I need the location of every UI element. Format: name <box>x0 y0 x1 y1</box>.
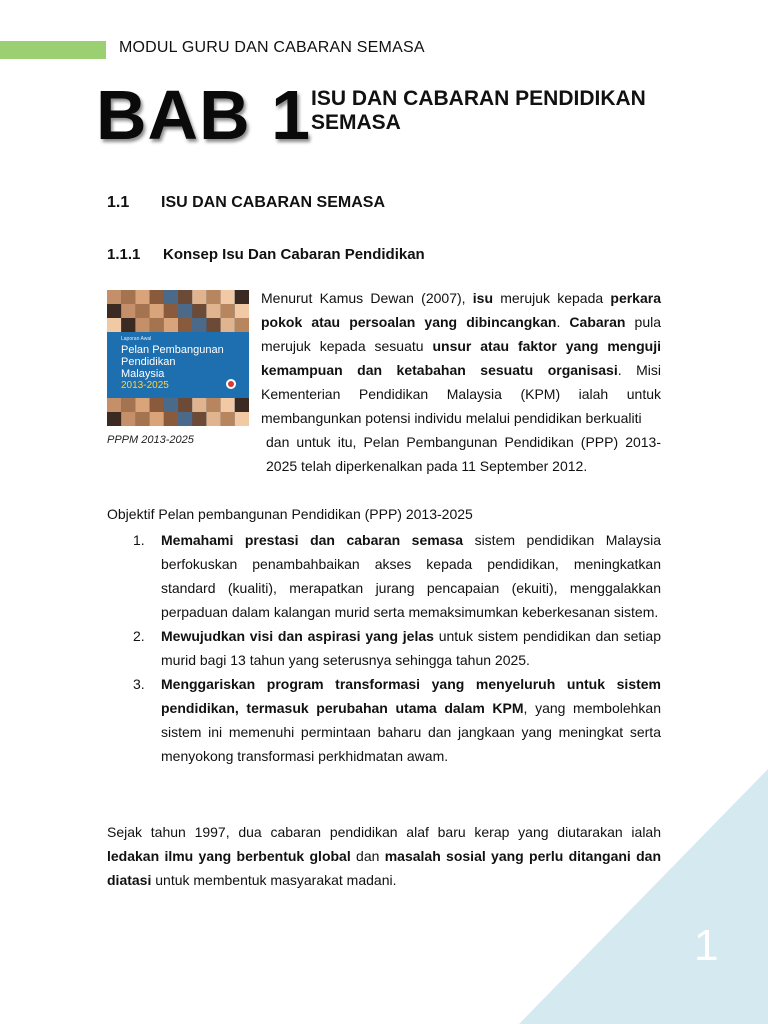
cover-photo-mosaic <box>107 290 249 426</box>
list-item-text <box>161 624 661 672</box>
closing-paragraph <box>107 820 661 892</box>
module-title: MODUL GURU DAN CABARAN SEMASA <box>119 39 425 56</box>
mosaic-tile <box>135 290 149 304</box>
mosaic-tile <box>164 290 178 304</box>
mosaic-tile <box>221 318 235 332</box>
mosaic-tile <box>164 398 178 412</box>
list-item-text <box>161 528 661 624</box>
mosaic-tile <box>107 412 121 426</box>
mosaic-tile <box>150 318 164 332</box>
closing-text-2: dan <box>350 848 385 864</box>
chapter-number: BAB 1 <box>96 76 312 154</box>
list-item <box>107 672 661 768</box>
closing-text-3: untuk membentuk masyarakat madani. <box>151 872 397 888</box>
mosaic-tile <box>107 318 121 332</box>
intro-text-3: . <box>556 314 570 330</box>
list-item-bold: Menggariskan program transformasi yang menyeluruh untuk sistem pendidikan, termasuk perubahan utama dalam KPM <box>161 676 661 716</box>
mosaic-tile <box>192 398 206 412</box>
mosaic-tile <box>192 318 206 332</box>
list-item-rest: sistem pendidikan Malaysia berfokuskan penambahbaikan akses kepada pendidikan, meningkatkan standard (kualiti), merapatkan jurang pencapaian (ekuiti), menggalakkan perpaduan dalam kalangan murid serta memaksimumkan keberkesanan sistem. <box>161 532 661 620</box>
mosaic-tile <box>164 412 178 426</box>
mosaic-tile <box>235 398 249 412</box>
section-heading <box>107 194 385 212</box>
mosaic-tile <box>107 290 121 304</box>
intro-bold-3: Cabaran <box>569 314 626 330</box>
section-number: 1.1 <box>107 194 130 211</box>
list-item <box>107 528 661 624</box>
mosaic-tile <box>135 398 149 412</box>
list-item-text <box>161 672 661 768</box>
mosaic-tile <box>135 412 149 426</box>
pppm-cover-image <box>107 290 249 426</box>
closing-bold-1: ledakan ilmu yang berbentuk global <box>107 848 351 864</box>
intro-text-4: pula merujuk kepada sesuatu <box>261 314 662 354</box>
cover-small-text: Laporan Awal <box>121 336 152 342</box>
mosaic-tile <box>235 304 249 318</box>
mosaic-tile <box>206 290 220 304</box>
mosaic-tile <box>164 318 178 332</box>
closing-text-1: Sejak tahun 1997, dua cabaran pendidikan alaf baru kerap yang diutarakan ialah <box>107 824 661 840</box>
mosaic-tile <box>164 304 178 318</box>
mosaic-tile <box>192 304 206 318</box>
mosaic-tile <box>235 318 249 332</box>
list-item-bold: Memahami prestasi dan cabaran semasa <box>161 532 464 548</box>
objectives-heading: Objektif Pelan pembangunan Pendidikan (PPP) 2013-2025 <box>107 506 473 522</box>
list-item <box>107 624 661 672</box>
mosaic-tile <box>150 290 164 304</box>
mosaic-tile <box>192 290 206 304</box>
header-accent-bar <box>0 41 106 59</box>
intro-text-2: merujuk kepada <box>493 290 611 306</box>
list-item-number: 3. <box>133 676 145 692</box>
mosaic-tile <box>150 304 164 318</box>
mosaic-tile <box>235 412 249 426</box>
mosaic-tile <box>121 412 135 426</box>
chapter-title-line1: ISU DAN CABARAN PENDIDIKAN <box>311 87 646 110</box>
intro-text-5: . Misi Kementerian Pendidikan Malaysia (KPM) ialah untuk membangunkan potensi individu melalui pendidikan berkualiti <box>261 362 661 426</box>
closing-bold-2: masalah sosial yang perlu ditangani dan diatasi <box>107 848 661 888</box>
subsection-heading <box>107 246 425 263</box>
mosaic-tile <box>178 412 192 426</box>
mosaic-tile <box>192 412 206 426</box>
list-item-rest: untuk sistem pendidikan dan setiap murid bagi 13 tahun yang seterusnya sehingga tahun 2025. <box>161 628 661 668</box>
list-item-rest: , yang membolehkan sistem ini memenuhi permintaan baharu dan jangkaan yang meningkat serta menyokong transformasi perkhidmatan awam. <box>161 700 661 764</box>
mosaic-tile <box>221 412 235 426</box>
mosaic-tile <box>121 318 135 332</box>
cover-years: 2013-2025 <box>121 380 169 391</box>
mosaic-tile <box>178 398 192 412</box>
cover-title-line1: Pelan Pembangunan <box>121 344 224 356</box>
list-item-number: 2. <box>133 628 145 644</box>
list-item-number: 1. <box>133 532 145 548</box>
mosaic-tile <box>150 398 164 412</box>
mosaic-tile <box>178 290 192 304</box>
intro-paragraph-tail: dan untuk itu, Pelan Pembangunan Pendidikan (PPP) 2013-2025 telah diperkenalkan pada 11 September 2012. <box>266 434 661 474</box>
mosaic-tile <box>206 412 220 426</box>
mosaic-tile <box>150 412 164 426</box>
mosaic-tile <box>107 398 121 412</box>
cover-title-line3: Malaysia <box>121 368 165 380</box>
intro-paragraph <box>261 286 661 430</box>
mosaic-tile <box>107 304 121 318</box>
mosaic-tile <box>178 304 192 318</box>
subsection-number: 1.1.1 <box>107 246 141 263</box>
intro-bold-1: isu <box>472 290 493 306</box>
mosaic-tile <box>221 304 235 318</box>
mosaic-tile <box>206 318 220 332</box>
mosaic-tile <box>206 304 220 318</box>
intro-bold-2: perkara pokok atau persoalan yang dibincangkan <box>261 290 661 330</box>
mosaic-tile <box>206 398 220 412</box>
mosaic-tile <box>121 398 135 412</box>
objectives-list <box>107 528 661 768</box>
mosaic-tile <box>178 318 192 332</box>
section-title: ISU DAN CABARAN SEMASA <box>161 194 386 211</box>
cover-title-line2: Pendidikan <box>121 356 176 368</box>
mosaic-tile <box>235 290 249 304</box>
mosaic-tile <box>135 304 149 318</box>
mosaic-tile <box>121 290 135 304</box>
intro-text-1: Menurut Kamus Dewan (2007), <box>261 290 473 306</box>
cover-caption: PPPM 2013-2025 <box>107 434 194 446</box>
mosaic-tile <box>121 304 135 318</box>
chapter-title-line2: SEMASA <box>311 111 401 134</box>
intro-bold-4: unsur atau faktor yang menguji kemampuan dan ketabahan sesuatu organisasi <box>261 338 661 378</box>
chapter-title <box>311 87 731 135</box>
page-number: 1 <box>694 921 719 970</box>
list-item-bold: Mewujudkan visi dan aspirasi yang jelas <box>161 628 434 644</box>
mosaic-tile <box>221 398 235 412</box>
subsection-title: Konsep Isu Dan Cabaran Pendidikan <box>163 246 425 263</box>
mosaic-tile <box>221 290 235 304</box>
mosaic-tile <box>135 318 149 332</box>
